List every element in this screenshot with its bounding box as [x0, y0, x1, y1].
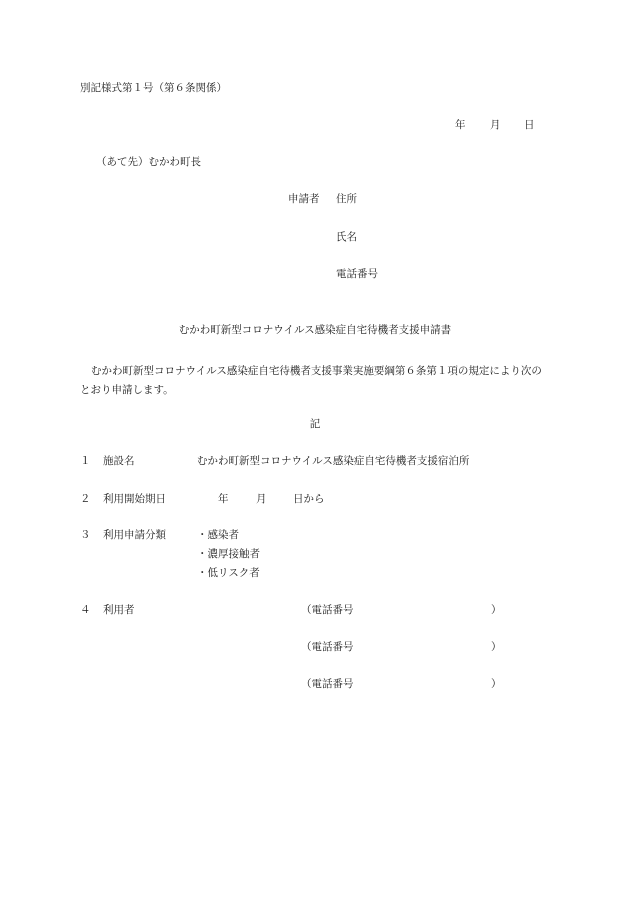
facility-name: むかわ町新型コロナウイルス感染症自宅待機者支援宿泊所 — [197, 455, 470, 467]
item-4-number: ４ — [80, 604, 91, 616]
category-option: ・感染者 — [197, 529, 239, 541]
start-month-label: 月 — [256, 493, 267, 505]
document-title: むかわ町新型コロナウイルス感染症自宅待機者支援申請書 — [178, 324, 452, 336]
item-1-label: 施設名 — [103, 455, 135, 467]
item-3-number: ３ — [80, 529, 91, 541]
item-2-label: 利用開始期日 — [103, 493, 166, 505]
date-day-label: 日 — [524, 119, 535, 131]
ki-heading: 記 — [309, 418, 321, 430]
item-3-label: 利用申請分類 — [103, 529, 166, 541]
user-phone-close: ） — [491, 678, 502, 690]
body-paragraph: むかわ町新型コロナウイルス感染症自宅待機者支援事業実施要綱第６条第１項の規定により次のとおり申請します。 — [80, 365, 542, 396]
start-day-from-label: 日から — [293, 493, 325, 505]
phone-field-label: 電話番号 — [336, 268, 378, 280]
addressee: （あて先）むかわ町長 — [96, 156, 201, 168]
start-year-label: 年 — [218, 493, 229, 505]
user-phone-close: ） — [491, 604, 502, 616]
item-2-number: ２ — [80, 493, 91, 505]
category-option: ・濃厚接触者 — [197, 548, 260, 560]
user-phone-open: （電話番号 — [301, 604, 354, 616]
category-option: ・低リスク者 — [197, 567, 260, 579]
form-reference: 別記様式第１号（第６条関係） — [80, 82, 227, 94]
name-field-label: 氏名 — [336, 231, 357, 243]
address-field-label: 住所 — [336, 193, 357, 205]
applicant-label: 申請者 — [288, 193, 320, 205]
item-4-label: 利用者 — [103, 604, 135, 616]
user-phone-open: （電話番号 — [301, 678, 354, 690]
user-phone-open: （電話番号 — [301, 641, 354, 653]
date-year-label: 年 — [455, 119, 466, 131]
date-month-label: 月 — [490, 119, 501, 131]
item-1-number: １ — [80, 455, 91, 467]
user-phone-close: ） — [491, 641, 502, 653]
